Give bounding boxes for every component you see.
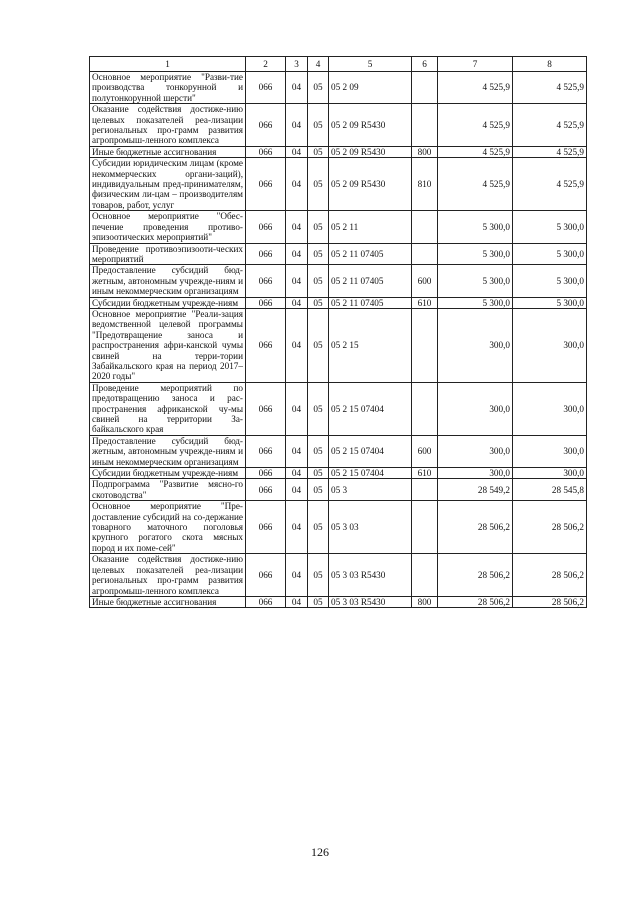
ministry-code-cell: 066: [246, 596, 286, 607]
amount-year1-cell: 300,0: [438, 435, 513, 467]
amount-year1-cell: 4 525,9: [438, 72, 513, 104]
table-row: [90, 243, 587, 265]
table-row: [90, 297, 587, 308]
table-row: [90, 596, 587, 607]
expense-type-cell: 610: [412, 468, 438, 479]
section-code-cell: 04: [286, 308, 308, 382]
amount-year2-cell: 28 506,2: [513, 501, 587, 554]
target-article-cell: 05 3 03 R5430: [329, 554, 412, 597]
column-header-7: 7: [438, 57, 513, 72]
column-header-2: 2: [246, 57, 286, 72]
amount-year1-cell: 4 525,9: [438, 104, 513, 147]
section-code-cell: 04: [286, 435, 308, 467]
ministry-code-cell: 066: [246, 243, 286, 265]
subsection-code-cell: 05: [308, 146, 329, 157]
target-article-cell: 05 2 11 07405: [329, 265, 412, 297]
table-row: [90, 479, 587, 501]
section-code-cell: 04: [286, 158, 308, 211]
amount-year2-cell: 300,0: [513, 308, 587, 382]
subsection-code-cell: 05: [308, 435, 329, 467]
table-row: [90, 72, 587, 104]
ministry-code-cell: 066: [246, 211, 286, 243]
amount-year1-cell: 300,0: [438, 382, 513, 435]
ministry-code-cell: 066: [246, 468, 286, 479]
expense-type-cell: 810: [412, 158, 438, 211]
target-article-cell: 05 2 09 R5430: [329, 146, 412, 157]
target-article-cell: 05 2 11 07405: [329, 243, 412, 265]
ministry-code-cell: 066: [246, 146, 286, 157]
table-row: [90, 104, 587, 147]
expense-type-cell: [412, 308, 438, 382]
amount-year2-cell: 4 525,9: [513, 158, 587, 211]
section-code-cell: 04: [286, 382, 308, 435]
ministry-code-cell: 066: [246, 158, 286, 211]
column-header-6: 6: [412, 57, 438, 72]
budget-table-sheet: [89, 56, 587, 608]
target-article-cell: 05 2 15 07404: [329, 468, 412, 479]
expense-type-cell: [412, 243, 438, 265]
ministry-code-cell: 066: [246, 72, 286, 104]
section-code-cell: 04: [286, 104, 308, 147]
amount-year1-cell: 28 549,2: [438, 479, 513, 501]
section-code-cell: 04: [286, 554, 308, 597]
subsection-code-cell: 05: [308, 554, 329, 597]
amount-year2-cell: 4 525,9: [513, 72, 587, 104]
row-name-cell: Иные бюджетные ассигнования: [90, 596, 246, 607]
table-row: [90, 468, 587, 479]
row-name-cell: Субсидии бюджетным учрежде-ниям: [90, 297, 246, 308]
expense-type-cell: [412, 479, 438, 501]
expense-type-cell: 800: [412, 146, 438, 157]
subsection-code-cell: 05: [308, 72, 329, 104]
section-code-cell: 04: [286, 297, 308, 308]
column-header-5: 5: [329, 57, 412, 72]
section-code-cell: 04: [286, 211, 308, 243]
header-row: [90, 57, 587, 72]
amount-year2-cell: 4 525,9: [513, 146, 587, 157]
subsection-code-cell: 05: [308, 468, 329, 479]
expense-type-cell: [412, 72, 438, 104]
table-row: [90, 265, 587, 297]
target-article-cell: 05 2 15 07404: [329, 435, 412, 467]
target-article-cell: 05 2 09: [329, 72, 412, 104]
target-article-cell: 05 3 03 R5430: [329, 596, 412, 607]
amount-year1-cell: 5 300,0: [438, 265, 513, 297]
ministry-code-cell: 066: [246, 501, 286, 554]
amount-year2-cell: 300,0: [513, 468, 587, 479]
section-code-cell: 04: [286, 243, 308, 265]
subsection-code-cell: 05: [308, 243, 329, 265]
amount-year1-cell: 28 506,2: [438, 554, 513, 597]
target-article-cell: 05 3 03: [329, 501, 412, 554]
amount-year1-cell: 5 300,0: [438, 211, 513, 243]
amount-year2-cell: 4 525,9: [513, 104, 587, 147]
amount-year2-cell: 300,0: [513, 435, 587, 467]
row-name-cell: Проведение противоэпизооти-ческих мероприятий: [90, 243, 246, 265]
row-name-cell: Основное мероприятие "Пре-доставление субсидий на со-держание товарного маточного поголовья крупного рогатого скота мясных пород и их поме-сей": [90, 501, 246, 554]
subsection-code-cell: 05: [308, 596, 329, 607]
row-name-cell: Основное мероприятие "Обес-печение проведения противо-эпизоотических мероприятий": [90, 211, 246, 243]
expense-type-cell: [412, 211, 438, 243]
subsection-code-cell: 05: [308, 501, 329, 554]
section-code-cell: 04: [286, 146, 308, 157]
section-code-cell: 04: [286, 468, 308, 479]
row-name-cell: Подпрограмма "Развитие мясно-го скотоводства": [90, 479, 246, 501]
target-article-cell: 05 2 15: [329, 308, 412, 382]
amount-year2-cell: 300,0: [513, 382, 587, 435]
subsection-code-cell: 05: [308, 104, 329, 147]
amount-year1-cell: 4 525,9: [438, 158, 513, 211]
section-code-cell: 04: [286, 596, 308, 607]
amount-year2-cell: 5 300,0: [513, 243, 587, 265]
expense-type-cell: [412, 382, 438, 435]
row-name-cell: Основное мероприятие "Разви-тие производства тонкорунной и полутонкорунной шерсти": [90, 72, 246, 104]
amount-year2-cell: 28 506,2: [513, 596, 587, 607]
target-article-cell: 05 2 11: [329, 211, 412, 243]
column-header-1: 1: [90, 57, 246, 72]
subsection-code-cell: 05: [308, 211, 329, 243]
subsection-code-cell: 05: [308, 479, 329, 501]
expense-type-cell: [412, 554, 438, 597]
expense-type-cell: 600: [412, 435, 438, 467]
amount-year1-cell: 4 525,9: [438, 146, 513, 157]
table-row: [90, 308, 587, 382]
subsection-code-cell: 05: [308, 297, 329, 308]
amount-year1-cell: 28 506,2: [438, 501, 513, 554]
table-body: [90, 72, 587, 608]
subsection-code-cell: 05: [308, 308, 329, 382]
table-row: [90, 501, 587, 554]
row-name-cell: Проведение мероприятий по предотвращению заноса и рас-пространения африканской чу-мы свиней на территории За-байкальского края: [90, 382, 246, 435]
ministry-code-cell: 066: [246, 479, 286, 501]
page-number: 126: [311, 845, 329, 859]
row-name-cell: Иные бюджетные ассигнования: [90, 146, 246, 157]
table-row: [90, 554, 587, 597]
amount-year1-cell: 300,0: [438, 308, 513, 382]
table-row: [90, 211, 587, 243]
section-code-cell: 04: [286, 479, 308, 501]
amount-year2-cell: 28 506,2: [513, 554, 587, 597]
ministry-code-cell: 066: [246, 435, 286, 467]
column-header-4: 4: [308, 57, 329, 72]
section-code-cell: 04: [286, 72, 308, 104]
ministry-code-cell: 066: [246, 308, 286, 382]
ministry-code-cell: 066: [246, 297, 286, 308]
column-header-3: 3: [286, 57, 308, 72]
expense-type-cell: [412, 501, 438, 554]
subsection-code-cell: 05: [308, 158, 329, 211]
table-row: [90, 382, 587, 435]
column-header-8: 8: [513, 57, 587, 72]
target-article-cell: 05 2 09 R5430: [329, 158, 412, 211]
amount-year2-cell: 5 300,0: [513, 297, 587, 308]
subsection-code-cell: 05: [308, 382, 329, 435]
row-name-cell: Основное мероприятие "Реали-зация ведомственной целевой программы "Предотвращение заноса и распространения афри-канской чумы свиней на терри-тории Забайкальского края на период 2017–2020 годы": [90, 308, 246, 382]
row-name-cell: Предоставление субсидий бюд-жетным, автономным учрежде-ниям и иным некоммерческим организациям: [90, 265, 246, 297]
ministry-code-cell: 066: [246, 554, 286, 597]
amount-year1-cell: 300,0: [438, 468, 513, 479]
section-code-cell: 04: [286, 265, 308, 297]
section-code-cell: 04: [286, 501, 308, 554]
amount-year1-cell: 5 300,0: [438, 243, 513, 265]
amount-year1-cell: 28 506,2: [438, 596, 513, 607]
ministry-code-cell: 066: [246, 382, 286, 435]
ministry-code-cell: 066: [246, 265, 286, 297]
row-name-cell: Оказание содействия достиже-нию целевых показателей реа-лизации региональных про-грамм развития агропромыш-ленного комплекса: [90, 104, 246, 147]
amount-year2-cell: 5 300,0: [513, 211, 587, 243]
subsection-code-cell: 05: [308, 265, 329, 297]
ministry-code-cell: 066: [246, 104, 286, 147]
table-row: [90, 158, 587, 211]
row-name-cell: Оказание содействия достиже-нию целевых показателей реа-лизации региональных про-грамм развития агропромыш-ленного комплекса: [90, 554, 246, 597]
row-name-cell: Субсидии бюджетным учрежде-ниям: [90, 468, 246, 479]
target-article-cell: 05 3: [329, 479, 412, 501]
amount-year2-cell: 5 300,0: [513, 265, 587, 297]
expense-type-cell: 600: [412, 265, 438, 297]
expense-type-cell: 610: [412, 297, 438, 308]
target-article-cell: 05 2 09 R5430: [329, 104, 412, 147]
expense-type-cell: [412, 104, 438, 147]
expense-type-cell: 800: [412, 596, 438, 607]
amount-year1-cell: 5 300,0: [438, 297, 513, 308]
table-row: [90, 146, 587, 157]
target-article-cell: 05 2 11 07405: [329, 297, 412, 308]
amount-year2-cell: 28 545,8: [513, 479, 587, 501]
row-name-cell: Субсидии юридическим лицам (кроме некоммерческих органи-заций), индивидуальным пред-принимателям, физическим ли-цам – производителям товаров, работ, услуг: [90, 158, 246, 211]
target-article-cell: 05 2 15 07404: [329, 382, 412, 435]
table-row: [90, 435, 587, 467]
row-name-cell: Предоставление субсидий бюд-жетным, автономным учрежде-ниям и иным некоммерческим организациям: [90, 435, 246, 467]
budget-table: [89, 56, 587, 608]
